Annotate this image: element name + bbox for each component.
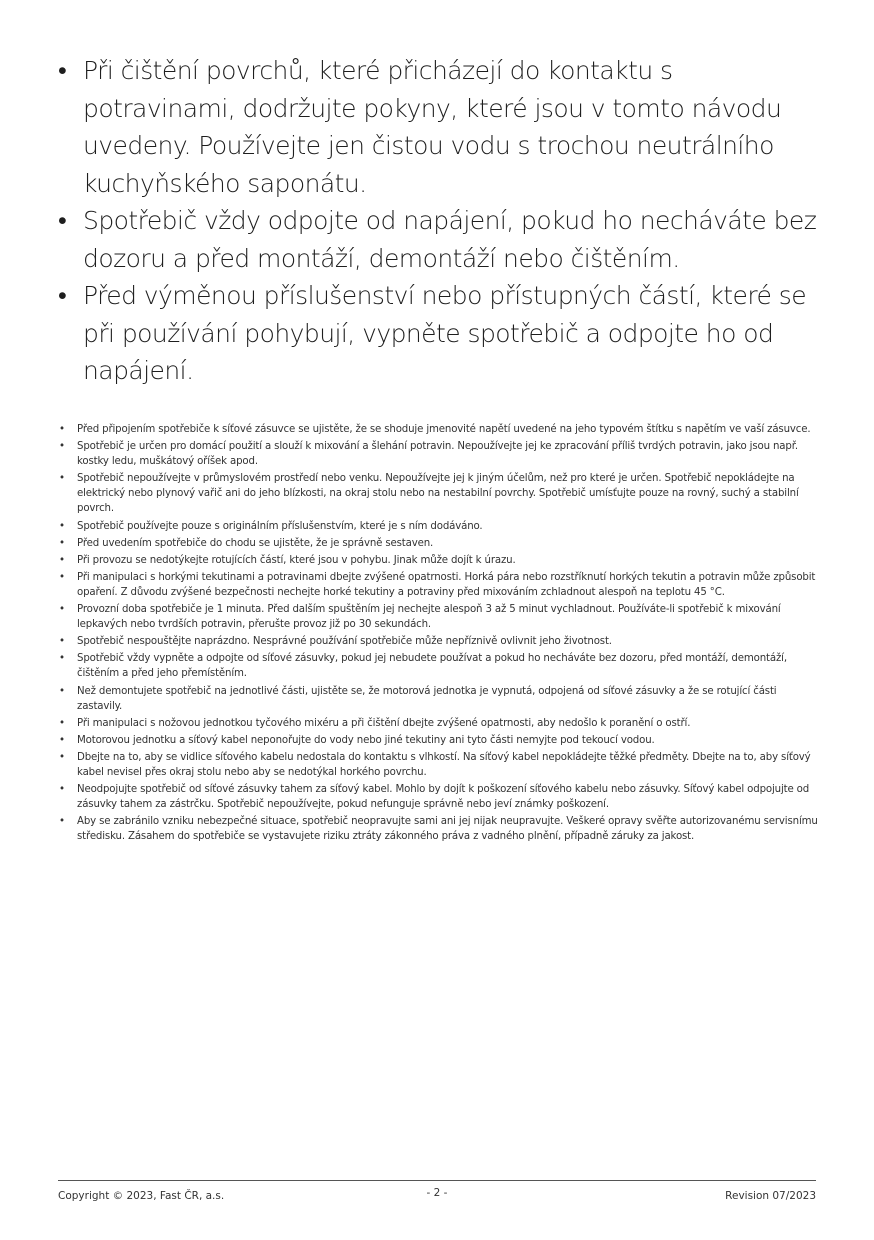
bullet-icon: • bbox=[59, 685, 65, 697]
safety-item-text: Provozní doba spotřebiče je 1 minuta. Před dalším spuštěním jej nechejte alespoň 3 až 5 minut vychladnout. Používáte-li spotřebič k mixování lepkavých nebo tvrdších potravin, přerušte provoz již po 30 sekundách. bbox=[77, 604, 781, 631]
safety-item-text: Při čištění povrchů, které přicházejí do kontaktu s potravinami, dodržujte pokyny, které jsou v tomto návodu uvedeny. Používejte jen čistou vodu s trochou neutrálního kuchyňského saponátu. bbox=[83, 56, 782, 198]
bullet-icon: • bbox=[59, 734, 65, 746]
safety-item bbox=[58, 684, 818, 714]
safety-item bbox=[58, 634, 818, 649]
safety-item bbox=[58, 782, 818, 812]
bullet-icon: • bbox=[59, 604, 65, 616]
bullet-icon: • bbox=[59, 571, 65, 583]
safety-item-text: Neodpojujte spotřebič od síťové zásuvky tahem za síťový kabel. Mohlo by dojít k poškození síťového kabelu nebo zásuvky. Síťový kabel odpojujte od zásuvky tahem za zástrčku. Spotřebič nepoužívejte, pokud nefunguje správně nebo jeví známky poškození. bbox=[77, 784, 810, 811]
safety-list-large bbox=[58, 52, 828, 390]
safety-item bbox=[58, 651, 818, 681]
bullet-icon: • bbox=[59, 537, 65, 549]
safety-item bbox=[58, 422, 818, 437]
safety-item-text: Před výměnou příslušenství nebo přístupných částí, které se při používání pohybují, vypněte spotřebič a odpojte ho od napájení. bbox=[83, 281, 807, 385]
safety-item-text: Při manipulaci s horkými tekutinami a potravinami dbejte zvýšené opatrnosti. Horká pára nebo rozstříknutí horkých tekutin a potravin může způsobit opaření. Z důvodu zvýšené bezpečnosti nechejte horké tekutiny a potraviny před mixováním zchladnout alespoň na teplotu 45 °C. bbox=[77, 571, 816, 598]
safety-item-text: Při provozu se nedotýkejte rotujících částí, které jsou v pohybu. Jinak může dojít k úrazu. bbox=[77, 554, 516, 566]
safety-item-text: Před uvedením spotřebiče do chodu se ujistěte, že je správně sestaven. bbox=[77, 537, 434, 549]
safety-item-text: Spotřebič je určen pro domácí použití a slouží k mixování a šlehání potravin. Nepoužívejte jej ke zpracování příliš tvrdých potravin, jako jsou např. kostky ledu, muškátový oříšek apod. bbox=[77, 441, 798, 468]
safety-item bbox=[58, 733, 818, 748]
bullet-icon: • bbox=[58, 56, 67, 85]
safety-item bbox=[58, 750, 818, 780]
safety-item bbox=[58, 602, 818, 632]
safety-item-text: Spotřebič používejte pouze s originálním příslušenstvím, které je s ním dodáváno. bbox=[77, 520, 483, 532]
bullet-icon: • bbox=[59, 554, 65, 566]
bullet-icon: • bbox=[59, 424, 65, 435]
safety-item-large bbox=[58, 202, 828, 277]
footer-page-number: - 2 - bbox=[426, 1187, 448, 1199]
safety-item-text: Spotřebič vždy odpojte od napájení, pokud ho necháváte bez dozoru a před montáží, demontáží nebo čištěním. bbox=[83, 206, 817, 273]
footer-revision: Revision 07/2023 bbox=[725, 1190, 816, 1202]
bullet-icon: • bbox=[59, 441, 65, 453]
safety-item-text: Při manipulaci s nožovou jednotkou tyčového mixéru a při čištění dbejte zvýšené opatrnosti, aby nedošlo k poranění o ostří. bbox=[77, 717, 691, 729]
safety-list-small bbox=[58, 422, 818, 846]
safety-item bbox=[58, 471, 818, 516]
safety-item-text: Dbejte na to, aby se vidlice síťového kabelu nedostala do kontaktu s vlhkostí. Na síťový kabel nepokládejte těžké předměty. Dbejte na to, aby síťový kabel nevisel přes okraj stolu nebo aby se nedotýkal horkého povrchu. bbox=[77, 751, 811, 778]
footer-copyright: Copyright © 2023, Fast ČR, a.s. bbox=[58, 1190, 225, 1202]
safety-item bbox=[58, 570, 818, 600]
safety-item-text: Než demontujete spotřebič na jednotlivé části, ujistěte se, že motorová jednotka je vypnutá, odpojená od síťové zásuvky a že se rotující části zastavily. bbox=[77, 685, 777, 712]
bullet-icon: • bbox=[58, 281, 67, 310]
footer-divider bbox=[58, 1180, 816, 1181]
bullet-icon: • bbox=[59, 520, 65, 532]
safety-item-text: Spotřebič nepoužívejte v průmyslovém prostředí nebo venku. Nepoužívejte jej k jiným účelům, než pro které je určen. Spotřebič nepokládejte na elektrický nebo plynový vařič ani do jeho blízkosti, na okraj stolu nebo na nestabilní povrchy. Spotřebič umísťujte pouze na rovný, suchý a stabilní povrch. bbox=[77, 473, 799, 515]
bullet-icon: • bbox=[59, 636, 65, 648]
safety-item bbox=[58, 519, 818, 534]
safety-item bbox=[58, 553, 818, 568]
bullet-icon: • bbox=[58, 206, 67, 235]
safety-item-text: Spotřebič vždy vypněte a odpojte od síťové zásuvky, pokud jej nebudete používat a pokud ho necháváte bez dozoru, před montáží, demontáží, čištěním a před jeho přemístěním. bbox=[77, 653, 787, 680]
safety-item bbox=[58, 536, 818, 551]
bullet-icon: • bbox=[59, 816, 65, 828]
page-footer bbox=[58, 1189, 816, 1205]
bullet-icon: • bbox=[59, 717, 65, 729]
safety-item bbox=[58, 814, 818, 844]
safety-item-text: Před připojením spotřebiče k síťové zásuvce se ujistěte, že se shoduje jmenovité napětí uvedené na jeho typovém štítku s napětím ve vaší zásuvce. bbox=[77, 424, 811, 435]
safety-item bbox=[58, 716, 818, 731]
bullet-icon: • bbox=[59, 473, 65, 485]
safety-item-text: Spotřebič nespouštějte naprázdno. Nesprávné používání spotřebiče může nepříznivě ovlivnit jeho životnost. bbox=[77, 636, 612, 648]
safety-item-large bbox=[58, 52, 828, 202]
safety-item-text: Motorovou jednotku a síťový kabel neponořujte do vody nebo jiné tekutiny ani tyto části nemyjte pod tekoucí vodou. bbox=[77, 734, 655, 746]
safety-item-large bbox=[58, 277, 828, 390]
safety-item-text: Aby se zabránilo vzniku nebezpečné situace, spotřebič neopravujte sami ani jej nijak neupravujte. Veškeré opravy svěřte autorizovanému servisnímu středisku. Zásahem do spotřebiče se vystavujete riziku ztráty zákonného práva z vadného plnění, případně záruky za jakost. bbox=[77, 816, 818, 843]
safety-item bbox=[58, 439, 818, 469]
bullet-icon: • bbox=[59, 751, 65, 763]
bullet-icon: • bbox=[59, 784, 65, 796]
bullet-icon: • bbox=[59, 653, 65, 665]
